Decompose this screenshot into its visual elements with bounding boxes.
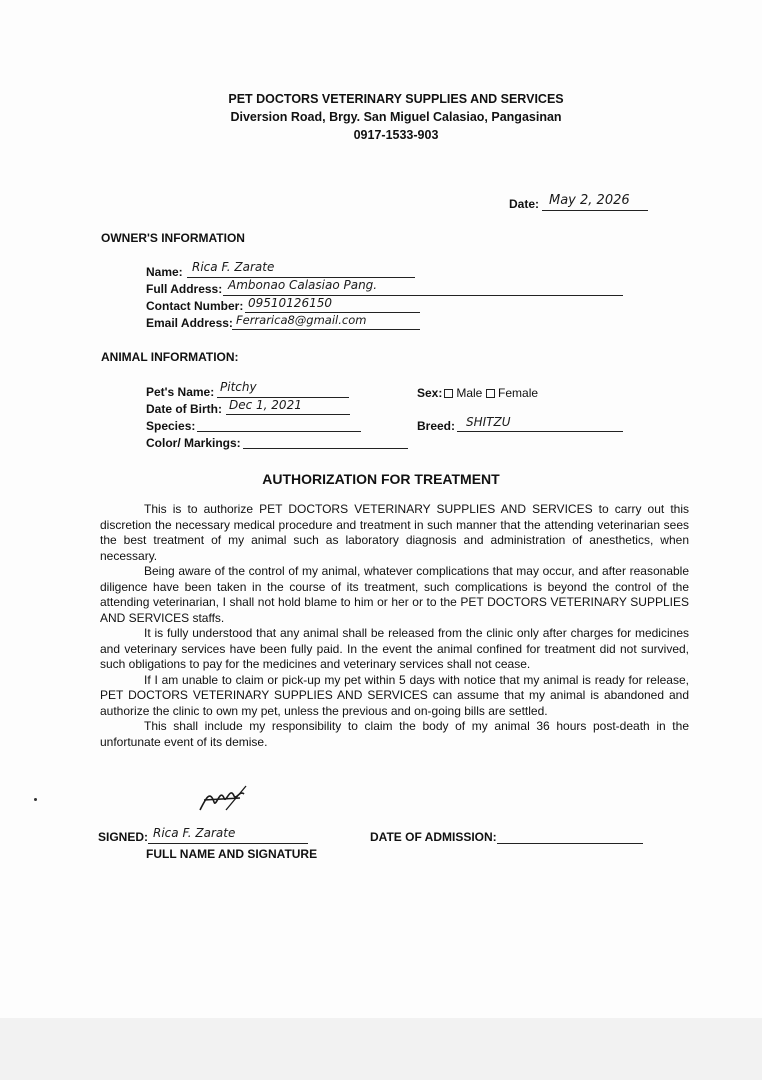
scan-speck [34, 798, 37, 801]
admission-line[interactable] [497, 843, 643, 844]
paragraph: This shall include my responsibility to claim the body of my animal 36 hours post-death in the unfortunate event of its demise. [100, 719, 689, 749]
breed-value[interactable]: SHITZU [466, 415, 511, 429]
email-label: Email Address: [146, 316, 233, 330]
signature-caption: FULL NAME AND SIGNATURE [146, 847, 318, 861]
female-checkbox[interactable] [486, 389, 495, 398]
male-label: Male [456, 386, 483, 400]
signed-value[interactable]: Rica F. Zarate [153, 826, 236, 840]
company-address: Diversion Road, Brgy. San Miguel Calasiao, Pangasinan [230, 110, 562, 124]
owner-section-title: OWNER'S INFORMATION [101, 231, 245, 245]
paragraph: This is to authorize PET DOCTORS VETERINARY SUPPLIES AND SERVICES to carry out this discretion the necessary medical procedure and treatment in such manner that the attending veterinarian sees the best treatment of my animal such as laboratory diagnosis and administration of anesthetics, when necessary. [100, 502, 689, 563]
date-label: Date: [509, 197, 540, 211]
color-line [243, 448, 408, 449]
paragraph: It is fully understood that any animal shall be released from the clinic only after charges for medicines and veterinary services have been fully paid. In the event the animal confined for treatment did not survived, such obligations to pay for the medicines and veterinary services shall not cease. [100, 626, 689, 671]
species-label: Species: [146, 419, 196, 433]
paragraph: Being aware of the control of my animal, whatever complications that may occur, and after reasonable diligence have been taken in the course of its treatment, such complications is beyond the control of the attending veterinarian, I shall not hold blame to him or her or to the PET DOCTORS VETERINARY SUPPLIES AND SERVICES staffs. [100, 564, 689, 625]
name-label: Name: [146, 265, 183, 279]
species-line [197, 431, 361, 432]
dob-label: Date of Birth: [146, 402, 222, 416]
breed-label: Breed: [417, 419, 456, 433]
company-name: PET DOCTORS VETERINARY SUPPLIES AND SERVICES [228, 92, 564, 106]
address-label: Full Address: [146, 282, 223, 296]
contact-value[interactable]: 09510126150 [248, 296, 332, 310]
letterhead [0, 90, 762, 144]
admission-label: DATE OF ADMISSION: [370, 830, 497, 844]
pet-name-value[interactable]: Pitchy [220, 380, 257, 394]
signed-line [148, 843, 308, 844]
email-line [232, 329, 420, 330]
signed-label: SIGNED: [98, 830, 149, 844]
date-line [542, 210, 648, 211]
scan-border [0, 1018, 762, 1080]
signature-scribble [196, 780, 256, 820]
sex-label: Sex: [417, 386, 443, 400]
male-checkbox[interactable] [444, 389, 453, 398]
dob-value[interactable]: Dec 1, 2021 [229, 398, 302, 412]
paragraph: If I am unable to claim or pick-up my pet within 5 days with notice that my animal is ready for release, PET DOCTORS VETERINARY SUPPLIES AND SERVICES can assume that my animal is abandoned and authorize the clinic to own my pet, unless the previous and on-going bills are settled. [100, 672, 689, 718]
company-phone: 0917-1533-903 [353, 128, 439, 142]
email-value[interactable]: Ferrarica8@gmail.com [236, 313, 367, 327]
sex-options [444, 386, 538, 400]
pet-name-label: Pet's Name: [146, 385, 215, 399]
breed-line [457, 431, 623, 432]
name-value[interactable]: Rica F. Zarate [192, 260, 275, 274]
female-label: Female [498, 386, 539, 400]
animal-section-title: ANIMAL INFORMATION: [101, 350, 239, 364]
contact-label: Contact Number: [146, 299, 244, 313]
address-value[interactable]: Ambonao Calasiao Pang. [228, 278, 378, 292]
date-value[interactable]: May 2, 2026 [549, 193, 630, 208]
color-label: Color/ Markings: [146, 436, 241, 450]
authorization-title: AUTHORIZATION FOR TREATMENT [262, 471, 500, 487]
dob-line [226, 414, 350, 415]
authorization-body [100, 502, 689, 750]
